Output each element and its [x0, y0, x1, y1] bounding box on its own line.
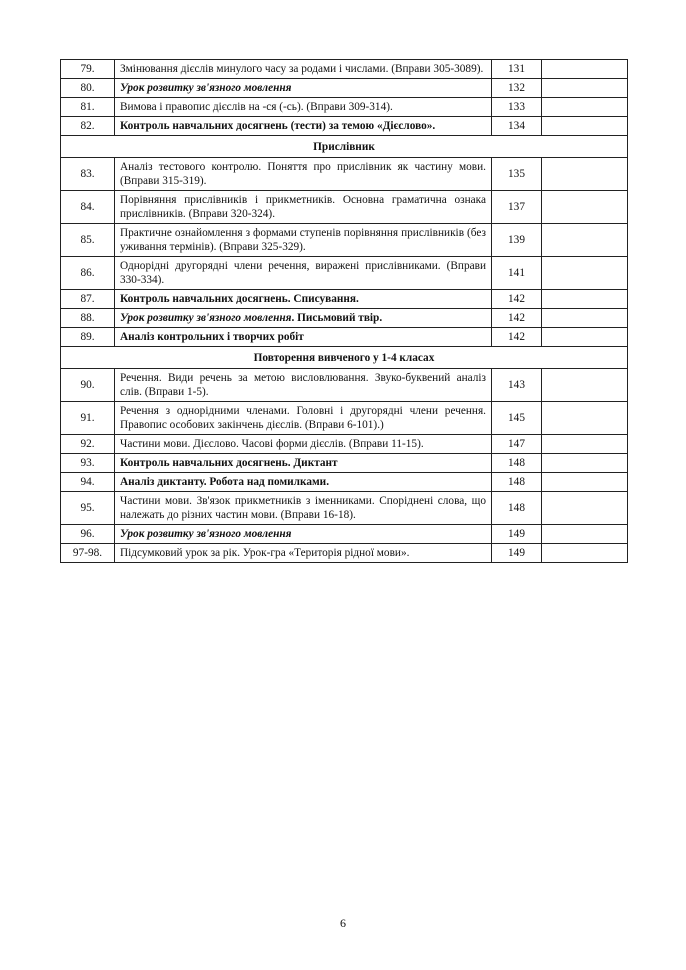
lesson-topic [115, 191, 492, 224]
lesson-page: 149 [492, 544, 542, 563]
lesson-row [61, 290, 628, 309]
lesson-topic [115, 224, 492, 257]
lesson-row [61, 473, 628, 492]
lesson-topic-text: Урок розвитку зв'язного мовлення [120, 82, 292, 94]
lesson-note-cell [542, 492, 628, 525]
lesson-number: 86. [61, 257, 115, 290]
lesson-note-cell [542, 309, 628, 328]
section-header-row [61, 136, 628, 158]
lesson-topic [115, 158, 492, 191]
lesson-topic [115, 257, 492, 290]
lesson-topic-text: Контроль навчальних досягнень. Списування. [120, 293, 359, 305]
lesson-number: 90. [61, 369, 115, 402]
lesson-row [61, 309, 628, 328]
lesson-number: 92. [61, 435, 115, 454]
lesson-topic [115, 454, 492, 473]
lesson-page: 141 [492, 257, 542, 290]
lesson-topic [115, 79, 492, 98]
lesson-note-cell [542, 544, 628, 563]
lesson-row [61, 492, 628, 525]
lesson-topic-text: Практичне ознайомлення з формами ступенів порівняння прислівників (без уживання термінів). (Вправи 325-329). [120, 227, 486, 253]
lesson-topic [115, 492, 492, 525]
lesson-topic-text: Речення. Види речень за метою висловлювання. Звуко-буквений аналіз слів. (Вправи 1-5). [120, 372, 486, 398]
lesson-note-cell [542, 525, 628, 544]
lesson-topic-text: Урок розвитку зв'язного мовлення [120, 528, 292, 540]
lesson-number: 95. [61, 492, 115, 525]
lesson-page: 135 [492, 158, 542, 191]
lesson-page: 137 [492, 191, 542, 224]
lesson-plan-body [61, 60, 628, 563]
lesson-note-cell [542, 158, 628, 191]
lesson-row [61, 117, 628, 136]
lesson-row [61, 224, 628, 257]
lesson-page: 148 [492, 454, 542, 473]
lesson-number: 84. [61, 191, 115, 224]
lesson-topic-text: Аналіз тестового контролю. Поняття про прислівник як частину мови. (Вправи 315-319). [120, 161, 486, 187]
lesson-topic-text: Урок розвитку зв'язного мовлення [120, 312, 292, 324]
lesson-topic-text: Контроль навчальних досягнень. Диктант [120, 457, 338, 469]
lesson-note-cell [542, 79, 628, 98]
lesson-number: 80. [61, 79, 115, 98]
lesson-number: 91. [61, 402, 115, 435]
lesson-note-cell [542, 402, 628, 435]
lesson-number: 94. [61, 473, 115, 492]
lesson-topic [115, 117, 492, 136]
lesson-topic-text: Змінювання дієслів минулого часу за родами і числами. (Вправи 305-3089). [120, 63, 484, 75]
section-header-row [61, 347, 628, 369]
lesson-topic [115, 290, 492, 309]
lesson-row [61, 158, 628, 191]
lesson-row [61, 369, 628, 402]
lesson-topic [115, 60, 492, 79]
lesson-topic-text: Частини мови. Зв'язок прикметників з іменниками. Споріднені слова, що належать до різних частин мови. (Вправи 16-18). [120, 495, 486, 521]
lesson-note-cell [542, 257, 628, 290]
lesson-note-cell [542, 369, 628, 402]
lesson-row [61, 454, 628, 473]
lesson-topic [115, 435, 492, 454]
lesson-page: 148 [492, 492, 542, 525]
lesson-topic [115, 402, 492, 435]
lesson-page: 132 [492, 79, 542, 98]
lesson-row [61, 191, 628, 224]
lesson-note-cell [542, 328, 628, 347]
lesson-number: 88. [61, 309, 115, 328]
lesson-topic-text: Аналіз контрольних і творчих робіт [120, 331, 304, 343]
lesson-page: 147 [492, 435, 542, 454]
lesson-row [61, 525, 628, 544]
lesson-page: 139 [492, 224, 542, 257]
lesson-number: 83. [61, 158, 115, 191]
lesson-number: 82. [61, 117, 115, 136]
page-number: 6 [340, 916, 346, 930]
lesson-page: 148 [492, 473, 542, 492]
lesson-topic [115, 98, 492, 117]
lesson-number: 87. [61, 290, 115, 309]
lesson-topic-text: Порівняння прислівників і прикметників. Основна граматична ознака прислівників. (Вправи 320-324). [120, 194, 486, 220]
lesson-row [61, 60, 628, 79]
lesson-number: 97-98. [61, 544, 115, 563]
lesson-topic-text: Підсумковий урок за рік. Урок-гра «Територія рідної мови». [120, 547, 410, 559]
lesson-topic-text: Вимова і правопис дієслів на -ся (-сь). (Вправи 309-314). [120, 101, 393, 113]
lesson-page: 134 [492, 117, 542, 136]
lesson-page: 142 [492, 290, 542, 309]
lesson-row [61, 328, 628, 347]
lesson-topic-text: Речення з однорідними членами. Головні і другорядні члени речення. Правопис особових закінчень дієслів. (Вправи 6-101).) [120, 405, 486, 431]
lesson-topic-text: Однорідні другорядні члени речення, виражені прислівниками. (Вправи 330-334). [120, 260, 486, 286]
lesson-topic [115, 525, 492, 544]
section-title: Повторення вивченого у 1-4 класах [61, 347, 628, 369]
lesson-page: 143 [492, 369, 542, 402]
lesson-note-cell [542, 60, 628, 79]
lesson-note-cell [542, 98, 628, 117]
lesson-topic [115, 473, 492, 492]
lesson-page: 142 [492, 309, 542, 328]
lesson-topic [115, 328, 492, 347]
lesson-topic [115, 544, 492, 563]
lesson-number: 93. [61, 454, 115, 473]
lesson-page: 149 [492, 525, 542, 544]
lesson-topic-text: Контроль навчальних досягнень (тести) за темою «Дієслово». [120, 120, 436, 132]
lesson-note-cell [542, 473, 628, 492]
lesson-page: 133 [492, 98, 542, 117]
lesson-page: 131 [492, 60, 542, 79]
lesson-number: 81. [61, 98, 115, 117]
lesson-row [61, 402, 628, 435]
lesson-note-cell [542, 224, 628, 257]
lesson-page: 145 [492, 402, 542, 435]
lesson-topic [115, 369, 492, 402]
lesson-number: 85. [61, 224, 115, 257]
lesson-note-cell [542, 117, 628, 136]
lesson-note-cell [542, 435, 628, 454]
lesson-page: 142 [492, 328, 542, 347]
lesson-topic-text: . Письмовий твір. [291, 312, 383, 324]
lesson-row [61, 79, 628, 98]
lesson-row [61, 435, 628, 454]
lesson-row [61, 257, 628, 290]
lesson-note-cell [542, 191, 628, 224]
lesson-number: 79. [61, 60, 115, 79]
lesson-note-cell [542, 454, 628, 473]
lesson-number: 96. [61, 525, 115, 544]
section-title: Прислівник [61, 136, 628, 158]
lesson-number: 89. [61, 328, 115, 347]
lesson-row [61, 544, 628, 563]
lesson-note-cell [542, 290, 628, 309]
lesson-plan-table [60, 59, 628, 563]
lesson-row [61, 98, 628, 117]
lesson-topic [115, 309, 492, 328]
lesson-topic-text: Аналіз диктанту. Робота над помилками. [120, 476, 330, 488]
lesson-topic-text: Частини мови. Дієслово. Часові форми дієслів. (Вправи 11-15). [120, 438, 424, 450]
